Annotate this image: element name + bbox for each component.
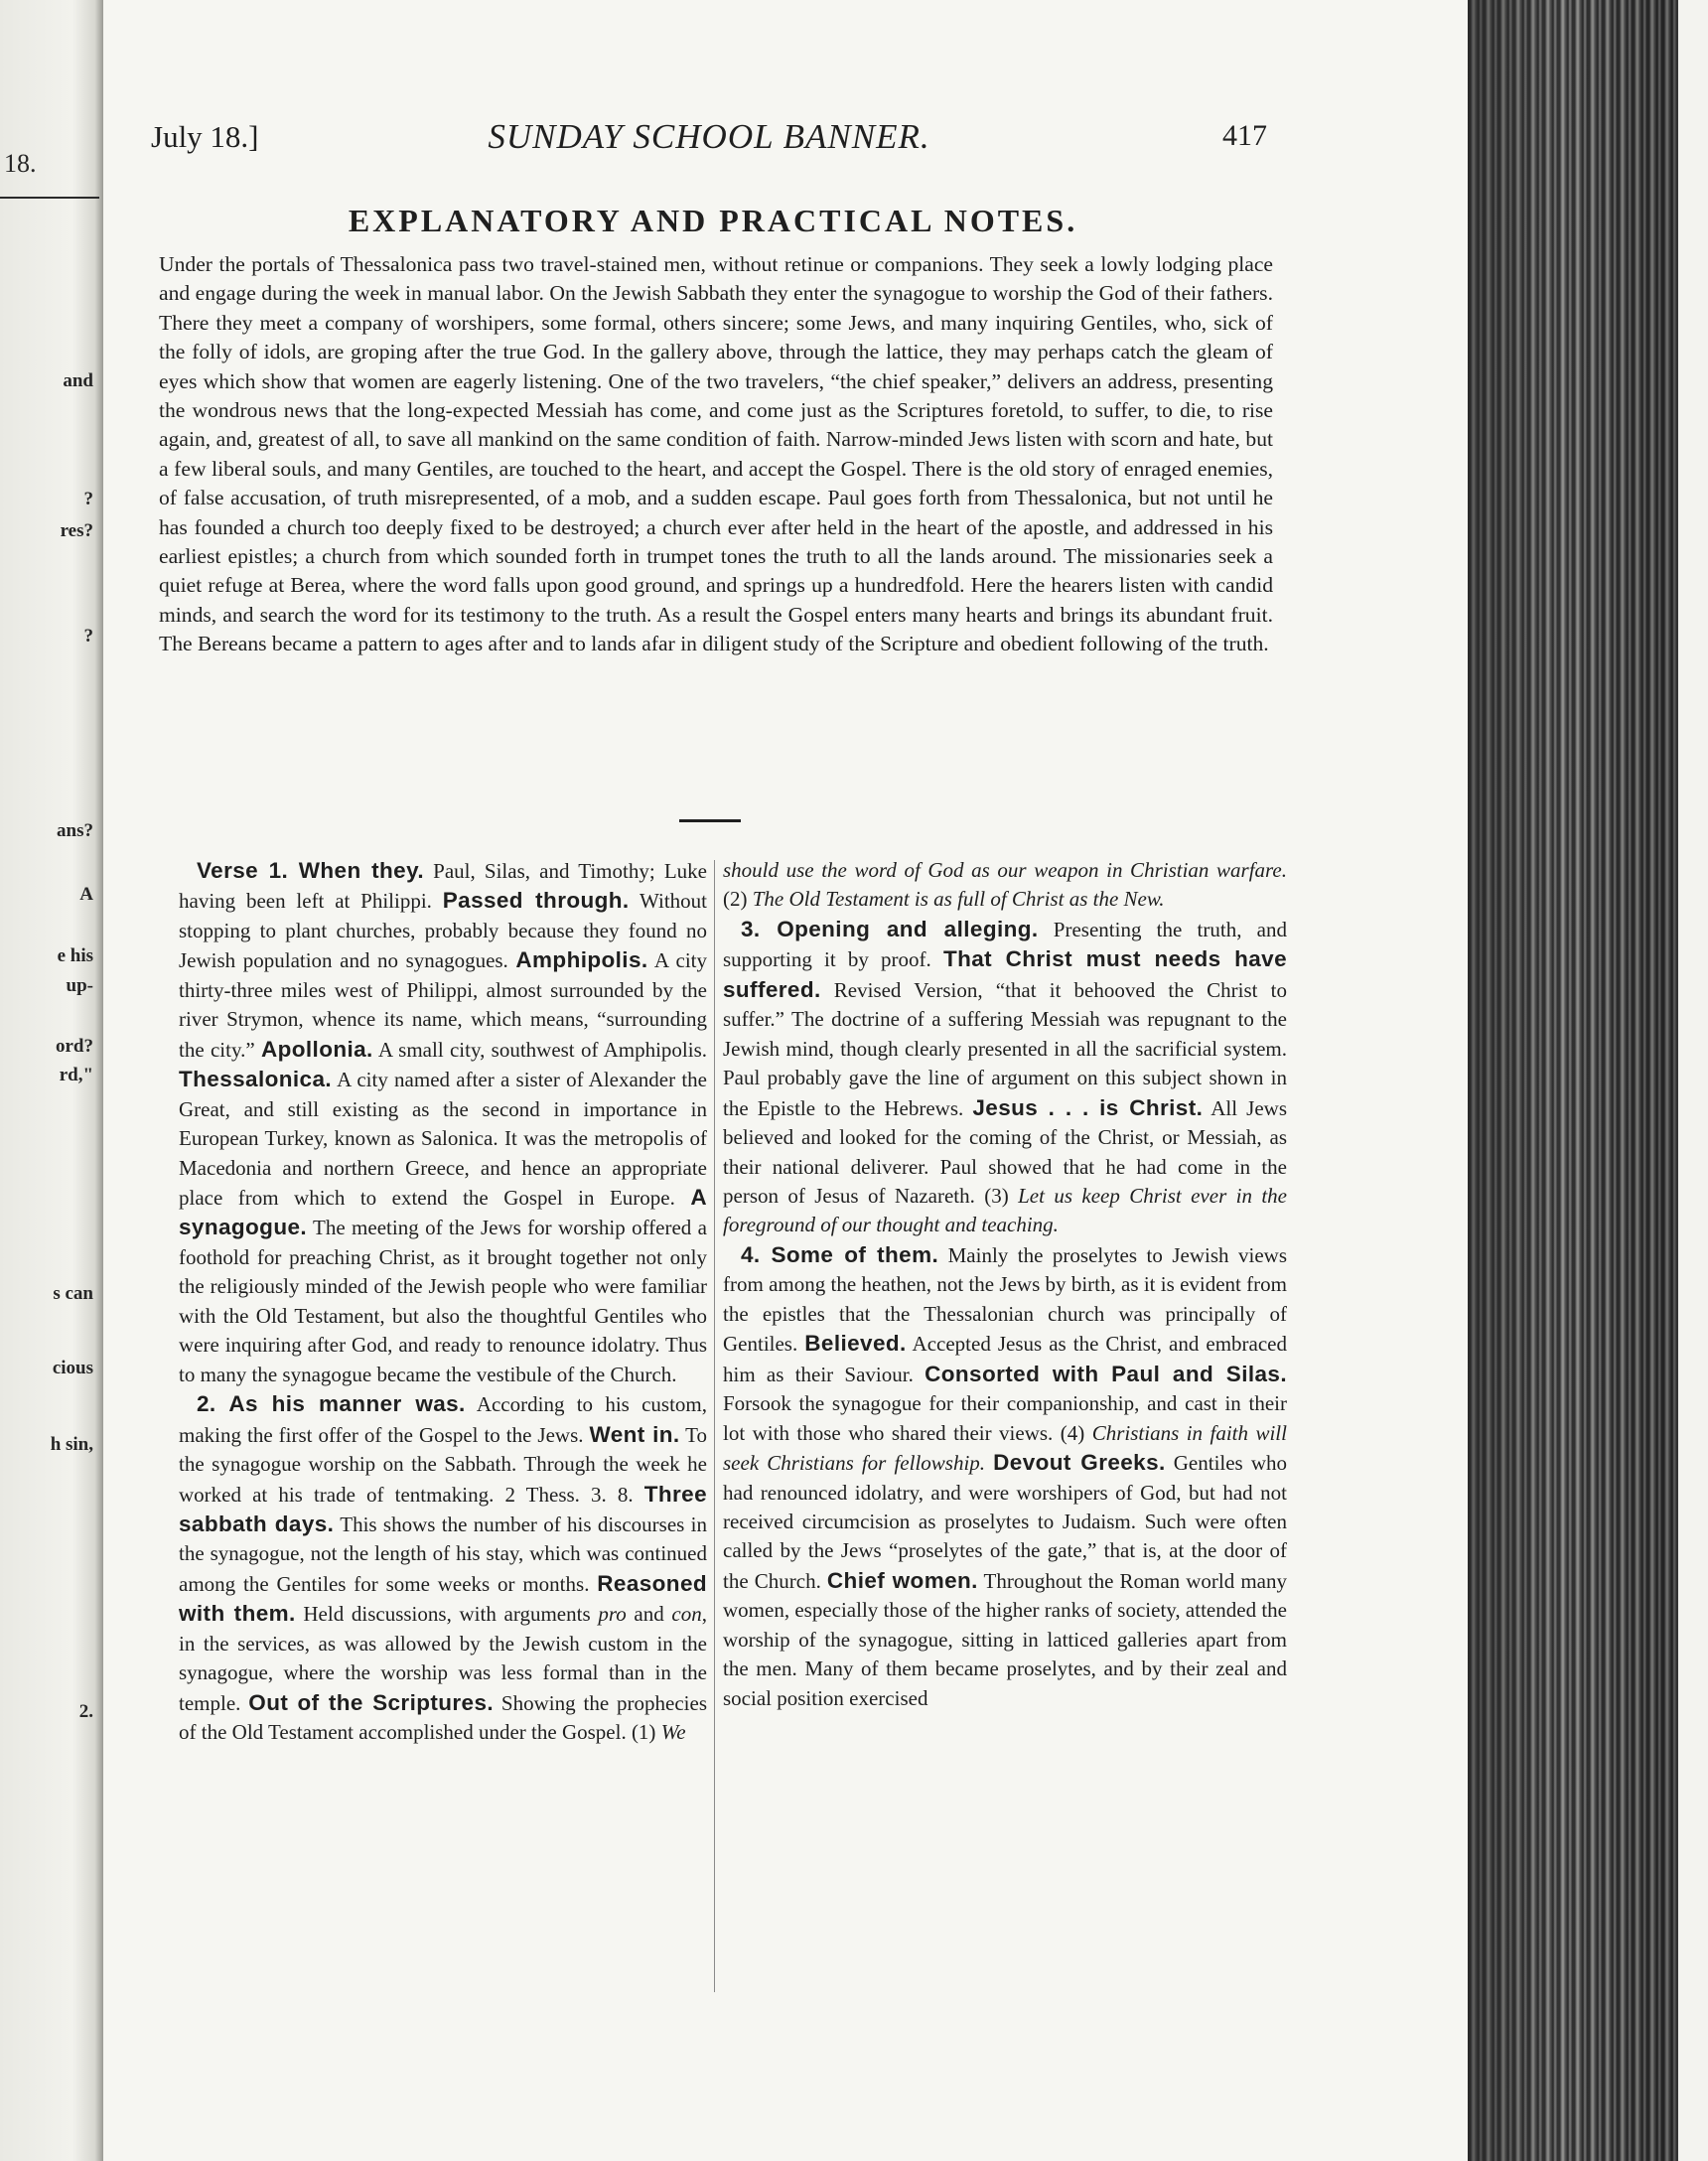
running-head-title: SUNDAY SCHOOL BANNER. <box>488 117 930 156</box>
term-heading: Amphipolis. <box>515 947 648 973</box>
term-heading: Jesus . . . is Christ. <box>972 1094 1204 1120</box>
previous-page-rule <box>0 197 99 199</box>
margin-fragment: 2. <box>78 1701 93 1722</box>
term-heading: Chief women. <box>826 1567 978 1593</box>
practical-lesson: Christians in faith will seek Christians for fellowship. <box>723 1420 1287 1476</box>
note-text: Accepted Jesus as the Christ, and embraced him as their Saviour. <box>723 1332 1287 1386</box>
note-text: A city named after a sister of Alexander the Great, and still existing as the second in importance in European Turkey, known as Salonica. It was the metropolis of Macedonia and northern Greece, and hence an appropriate place from which to extend the Gospel in Europe. <box>179 1068 707 1210</box>
margin-fragment: h sin, <box>50 1434 93 1455</box>
note-text: Without stopping to plant churches, probably because they found no Jewish population and no synagogues. <box>179 889 708 973</box>
margin-fragment: A <box>79 884 93 905</box>
margin-fragment: rd," <box>59 1065 93 1085</box>
note-text: (2) <box>723 887 753 912</box>
term-heading: Reasoned with them. <box>179 1570 707 1627</box>
note-text: Paul, Silas, and Timothy; Luke having been left at Philippi. <box>179 859 707 914</box>
note-text: A city thirty-three miles west of Philippi, almost surrounded by the river Strymon, whence its name, which means, “surrounding the city.” <box>179 948 707 1062</box>
practical-lesson: The Old Testament is as full of Christ as the New. <box>752 887 1165 912</box>
practical-lesson: We <box>660 1720 686 1745</box>
running-head <box>151 119 1267 169</box>
term-heading: Consorted with Paul and Silas. <box>925 1361 1287 1386</box>
practical-lesson: should use the word of God as our weapon in Christian warfare. <box>723 858 1287 882</box>
margin-fragment: res? <box>60 520 93 541</box>
note-text: All Jews believed and looked for the coming of the Christ, or Messiah, as their national deliverer. Paul showed that he had come in the person of Jesus of Nazareth. (3) <box>723 1095 1287 1208</box>
intro-paragraph <box>159 250 1273 659</box>
margin-fragment: and <box>63 370 93 391</box>
book-page-edges-shade <box>1468 0 1708 2161</box>
note-verse-2 <box>179 1389 707 1747</box>
column-divider <box>714 860 715 1992</box>
term-heading: Believed. <box>804 1331 907 1357</box>
margin-fragment: ord? <box>56 1036 93 1057</box>
note-text: Held discussions, with arguments <box>295 1602 599 1627</box>
note-text: , in the services, as was allowed by the Jewish custom in the synagogue, where the worship was less formal than in the temple. <box>179 1602 707 1715</box>
margin-fragment: e his <box>57 945 93 966</box>
note-verse-4 <box>723 1240 1287 1713</box>
right-column <box>723 856 1287 1713</box>
note-text <box>985 1451 993 1475</box>
term-heading: Out of the Scriptures. <box>248 1689 495 1715</box>
note-text: This shows the number of his discourses in the synagogue, not the length of his stay, which was continued among the Gentiles for some weeks or months. <box>179 1512 707 1596</box>
term-heading: That Christ must needs have suffered. <box>723 946 1287 1002</box>
note-text: Presenting the truth, and supporting it by proof. <box>723 917 1288 972</box>
note-text: and <box>626 1602 672 1627</box>
term-heading: Thessalonica. <box>179 1067 333 1092</box>
term-heading: A synagogue. <box>179 1184 707 1240</box>
verse-heading: Verse 1. When they. <box>197 858 424 883</box>
section-divider-rule <box>679 819 741 822</box>
practical-lesson: Let us keep Christ ever in the foreground of our thought and teaching. <box>723 1183 1287 1237</box>
term-heading: Apollonia. <box>260 1036 373 1062</box>
note-text: Forsook the synagogue for their companionship, and cast in their lot with those who shared their views. (4) <box>723 1391 1287 1445</box>
term-heading: Passed through. <box>442 888 630 914</box>
note-verse-2-continued <box>723 856 1287 915</box>
margin-fragment: ans? <box>57 820 93 841</box>
term-heading: Went in. <box>589 1421 680 1447</box>
term-heading: Devout Greeks. <box>993 1450 1166 1476</box>
margin-fragment: 18. <box>4 149 37 178</box>
verse-heading: 3. Opening and alleging. <box>741 916 1039 941</box>
intro-text: Under the portals of Thessalonica pass two travel-stained men, without retinue or companions. They seek a lowly lodging place and engage during the week in manual labor. On the Jewish Sabbath they enter the synagogue to worship the God of their fathers. There they meet a company of worshipers, some formal, others sincere; some Jews, and many inquiring Gentiles, who, sick of the folly of idols, are groping after the true God. In the gallery above, through the lattice, they may perhaps catch the gleam of eyes which show that women are eagerly listening. One of the two travelers, “the chief speaker,” delivers an address, presenting the wondrous news that the long-expected Messiah has come, and come just as the Scriptures foretold, to suffer, to die, to rise again, and, greatest of all, to save all mankind on the same condition of faith. Narrow-minded Jews listen with scorn and hate, but a few liberal souls, and many Gentiles, are touched to the heart, and accept the Gospel. There is the old story of enraged enemies, of false accusation, of truth misrepresented, of a mob, and a sudden escape. Paul goes forth from Thessalonica, but not until he has founded a church too deeply fixed to be destroyed; a church ever after held in the heart of the apostle, and addressed in his earliest epistles; a church from which sounded forth in trumpet tones the truth to all the lands around. The missionaries seek a quiet refuge at Berea, where the word falls upon good ground, and springs up a hundredfold. Here the hearers listen with candid minds, and search the word for its testimony to the truth. As a result the Gospel enters many hearts and brings its abundant fruit. The Bereans became a pattern to ages after and to lands afar in diligent study of the Scripture and obedient following of the truth. <box>159 252 1273 656</box>
margin-fragment: ? <box>83 489 93 509</box>
note-text: Showing the prophecies of the Old Testament accomplished under the Gospel. (1) <box>179 1690 708 1745</box>
running-head-date: July 18.] <box>151 119 259 154</box>
note-text: The meeting of the Jews for worship offered a foothold for preaching Christ, as it brought together not only the religiously minded of the Jewish people who were familiar with the Old Testament, but also the thoughtful Gentiles who were inquiring after God, and ready to renounce idolatry. Thus to many the synagogue became the vestibule of the Church. <box>179 1216 707 1386</box>
verse-heading: 4. Some of them. <box>741 1241 939 1267</box>
term-heading: Three sabbath days. <box>179 1481 707 1536</box>
latin-term: con <box>671 1602 702 1627</box>
verse-heading: 2. As his manner was. <box>197 1391 466 1417</box>
note-text: Throughout the Roman world many women, especially those of the higher ranks of society, attended the worship of the synagogue, sitting in latticed galleries apart from the men. Many of them became proselytes, and by their zeal and social position exercised <box>723 1568 1287 1710</box>
left-column <box>179 856 707 1748</box>
page-number: 417 <box>1222 119 1267 152</box>
note-text: Gentiles who had renounced idolatry, and were worshipers of God, but had not received circumcision as proselytes to Judaism. Such were often called by the Jews “proselytes of the gate,” that is, at the door of the Church. <box>723 1451 1287 1593</box>
note-text: A small city, southwest of Amphipolis. <box>372 1037 708 1062</box>
margin-fragment: ? <box>83 626 93 647</box>
latin-term: pro <box>598 1602 627 1627</box>
note-text: According to his custom, making the first offer of the Gospel to the Jews. <box>179 1392 707 1447</box>
margin-fragment: cious <box>52 1358 93 1378</box>
note-text: To the synagogue worship on the Sabbath. Through the week he worked at his trade of tentmaking. 2 Thess. 3. 8. <box>179 1422 708 1507</box>
margin-fragment: s can <box>53 1283 93 1304</box>
note-text: Revised Version, “that it behooved the Christ to suffer.” The doctrine of a suffering Messiah was repugnant to the Jewish mind, though clearly presented in all the sacrificial system. Paul probably gave the line of argument on this subject shown in the Epistle to the Hebrews. <box>723 977 1287 1120</box>
note-verse-3 <box>723 915 1287 1240</box>
background-strip <box>1678 0 1708 2161</box>
margin-fragment: up- <box>66 975 93 996</box>
note-verse-1 <box>179 856 707 1389</box>
previous-page-edge <box>0 0 103 2161</box>
section-title: EXPLANATORY AND PRACTICAL NOTES. <box>348 203 1078 238</box>
note-text: Mainly the proselytes to Jewish views from among the heathen, not the Jews by birth, as it is evident from the epistles that the Thessalonian church was principally of Gentiles. <box>723 1242 1287 1357</box>
